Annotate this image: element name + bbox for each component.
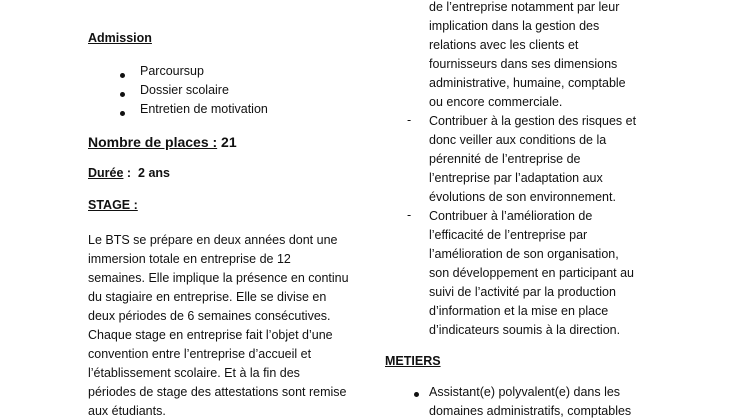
mission-line: suivi de l’activité par la production	[429, 285, 616, 299]
mission-line: l’efficacité de l’entreprise par	[429, 228, 588, 242]
places-heading	[88, 134, 237, 150]
metier-line: Assistant(e) polyvalent(e) dans les	[429, 385, 621, 399]
paragraph-line: Le BTS se prépare en deux années dont une	[88, 233, 338, 247]
admission-item: Parcoursup	[140, 64, 204, 78]
places-value: 21	[221, 134, 237, 150]
metier-line: domaines administratifs, comptables	[429, 404, 632, 418]
mission-line: évolutions de son environnement.	[429, 190, 616, 204]
continuation-line: relations avec les clients et	[429, 38, 579, 52]
duration-value: 2 ans	[138, 166, 170, 180]
continuation-line: ou encore commerciale.	[429, 95, 563, 109]
mission-line: donc veiller aux conditions de la	[429, 133, 607, 147]
mission-line: Contribuer à l’amélioration de	[429, 209, 593, 223]
bullet-icon	[120, 111, 125, 116]
paragraph-line: l’établissement scolaire. Et à la fin des	[88, 366, 300, 380]
places-label: Nombre de places :	[88, 134, 218, 150]
mission-line: Contribuer à la gestion des risques et	[429, 114, 637, 128]
paragraph-line: du stagiaire en entreprise. Elle se divise en	[88, 290, 327, 304]
mission-line: d’indicateurs soumis à la direction.	[429, 323, 621, 337]
admission-item: Dossier scolaire	[140, 83, 229, 97]
bullet-icon	[120, 92, 125, 97]
paragraph-line: deux périodes de 6 semaines consécutives.	[88, 309, 331, 323]
paragraph-line: semaines. Elle implique la présence en continu	[88, 271, 349, 285]
paragraph-line: aux étudiants.	[88, 404, 166, 418]
paragraph-line: convention entre l’entreprise d’accueil et	[88, 347, 312, 361]
duration-separator: :	[123, 166, 132, 180]
continuation-line: administrative, humaine, comptable	[429, 76, 626, 90]
metiers-heading: METIERS	[385, 354, 441, 368]
stage-heading: STAGE :	[88, 198, 138, 212]
paragraph-line: immersion totale en entreprise de 12	[88, 252, 291, 266]
paragraph-line: Chaque stage en entreprise fait l’objet d’une	[88, 328, 333, 342]
bullet-icon	[120, 73, 125, 78]
admission-heading: Admission	[88, 31, 152, 45]
mission-line: d’information et la mise en place	[429, 304, 609, 318]
mission-line: l’amélioration de son organisation,	[429, 247, 619, 261]
mission-line: pérennité de l’entreprise de	[429, 152, 581, 166]
continuation-line: fournisseurs dans ses dimensions	[429, 57, 618, 71]
mission-line: l’entreprise par l’adaptation aux	[429, 171, 603, 185]
bullet-icon	[414, 392, 419, 397]
duration-heading	[88, 166, 170, 180]
continuation-line: de l’entreprise notamment par leur	[429, 0, 620, 14]
dash-marker: -	[407, 113, 412, 127]
continuation-line: implication dans la gestion des	[429, 19, 600, 33]
admission-item: Entretien de motivation	[140, 102, 268, 116]
duration-label: Durée	[88, 166, 124, 180]
dash-marker: -	[407, 208, 412, 222]
paragraph-line: périodes de stage des attestations sont remise	[88, 385, 347, 399]
mission-line: son développement en participant au	[429, 266, 635, 280]
